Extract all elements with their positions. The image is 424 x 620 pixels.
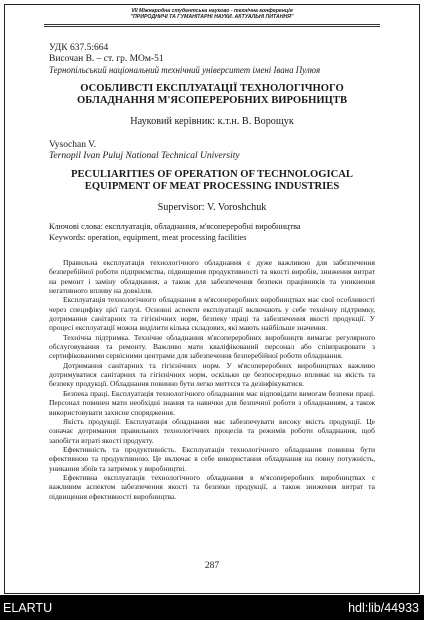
title-en-line1: PECULIARITIES OF OPERATION OF TECHNOLOGICAL [71, 169, 353, 180]
header-divider [44, 24, 380, 25]
paragraph: Експлуатація технологічного обладнання в м'ясопереробних виробництвах має свої особливості через специфіку цієї галузі. Основні аспекти експлуатації включають у себе технічну підтримку, дотримання санітарних та гігієнічних норм, безпеку праці та забезпечення якості продукції. У процесі експлуатації можна виділити кілька складових, які мають найбільше значення. [49, 295, 375, 333]
repository-footer-bar [0, 595, 424, 620]
author-en: Vysochan V. [49, 140, 97, 150]
paragraph: Правильна експлуатація технологічного обладнання є дуже важливою для забезпечення безперебійної роботи підприємства, підвищення продуктивності та якості виробів, зниження витрат на ремонт і заміну обладнання, а також для забезпечення безпеки працівників та уникнення негативного впливу на довкілля. [49, 258, 375, 296]
keywords-en: Keywords: operation, equipment, meat processing facilities [49, 232, 247, 242]
title-ua-line1: ОСОБЛИВСТІ ЕКСПЛУАТАЦІЇ ТЕХНОЛОГІЧНОГО [80, 83, 344, 94]
paragraph: Технічна підтримка. Технічне обладнання м'ясопереробних виробництв вимагає регулярного обслуговування та ремонту. Важливо мати кваліфікований персонал або співпрацювати з сертифікованими сервісними центрами для забезпечення безперебійної роботи обладнання. [49, 332, 375, 361]
repository-name: ELARTU [3, 601, 53, 615]
article-body [49, 43, 375, 501]
author-ua: Височан В. – ст. гр. МОм-51 [49, 54, 164, 64]
header-divider-thin [44, 26, 380, 27]
paragraph: Ефективна експлуатація технологічного обладнання в м'ясопереробних виробництвах є важливим аспектом забезпечення якості та безпеки продукції, а також зниження витрат та підвищення ефективності виробництва. [49, 472, 375, 501]
udc-code: УДК 637.5:664 [49, 43, 109, 53]
handle-identifier: hdl:lib/44933 [348, 601, 419, 615]
title-ua-line2: ОБЛАДНАННЯ М'ЯСОПЕРЕРОБНИХ ВИРОБНИЦТВ [76, 95, 348, 106]
keywords-ua: Ключові слова: експлуатація, обладнання, м'ясопереробні виробництва [49, 222, 301, 231]
supervisor-en: Supervisor: V. Voroshchuk [157, 202, 267, 213]
conference-header [0, 8, 424, 21]
conference-theme: "ПРИРОДНИЧІ ТА ГУМАНІТАРНІ НАУКИ. АКТУАЛЬНІ ПИТАННЯ" [130, 14, 294, 21]
paragraph: Дотримання санітарних та гігієнічних норм. У м'ясопереробних виробництвах важливо дотримуватися санітарних та гігієнічних норм, оскільки це безпосередньо впливає на якість та безпеку продукції. Обладнання повинно бути легко миттєся та дезінфікуватися. [49, 360, 375, 389]
supervisor-ua: Науковий керівник: к.т.н. В. Ворощук [130, 116, 294, 127]
conference-name: VІІ Міжнародна студентська науково - технічна конференція [131, 8, 293, 14]
title-ua [49, 83, 375, 107]
title-en [49, 169, 375, 193]
paragraph: Ефективність та продуктивність. Експлуатація технологічного обладнання повинна бути ефективною та продуктивною. Це включає в себе використання обладнання на повну потужність, уникання збоїв та затримок у виробництві. [49, 444, 375, 473]
title-en-line2: EQUIPMENT OF MEAT PROCESSING INDUSTRIES [84, 181, 340, 192]
page-number: 287 [204, 561, 220, 571]
university-ua: Тернопільський національний технічний університет імені Івана Пулюя [49, 65, 321, 75]
university-en: Ternopil Ivan Puluj National Technical University [49, 151, 240, 161]
paragraph: Якість продукції. Експлуатація обладнання має забезпечувати високу якість продукції. Це означає дотримання правильних технологічних процесів та режимів роботи обладнання, щоб запобігти втраті якості продукту. [49, 416, 375, 445]
paragraph: Безпека праці. Експлуатація технологічного обладнання має відповідати вимогам безпеки праці. Персонал повинен мати необхідні знання та навички для безпечної роботи з обладнанням, а також використовувати захисне спорядження. [49, 388, 375, 417]
